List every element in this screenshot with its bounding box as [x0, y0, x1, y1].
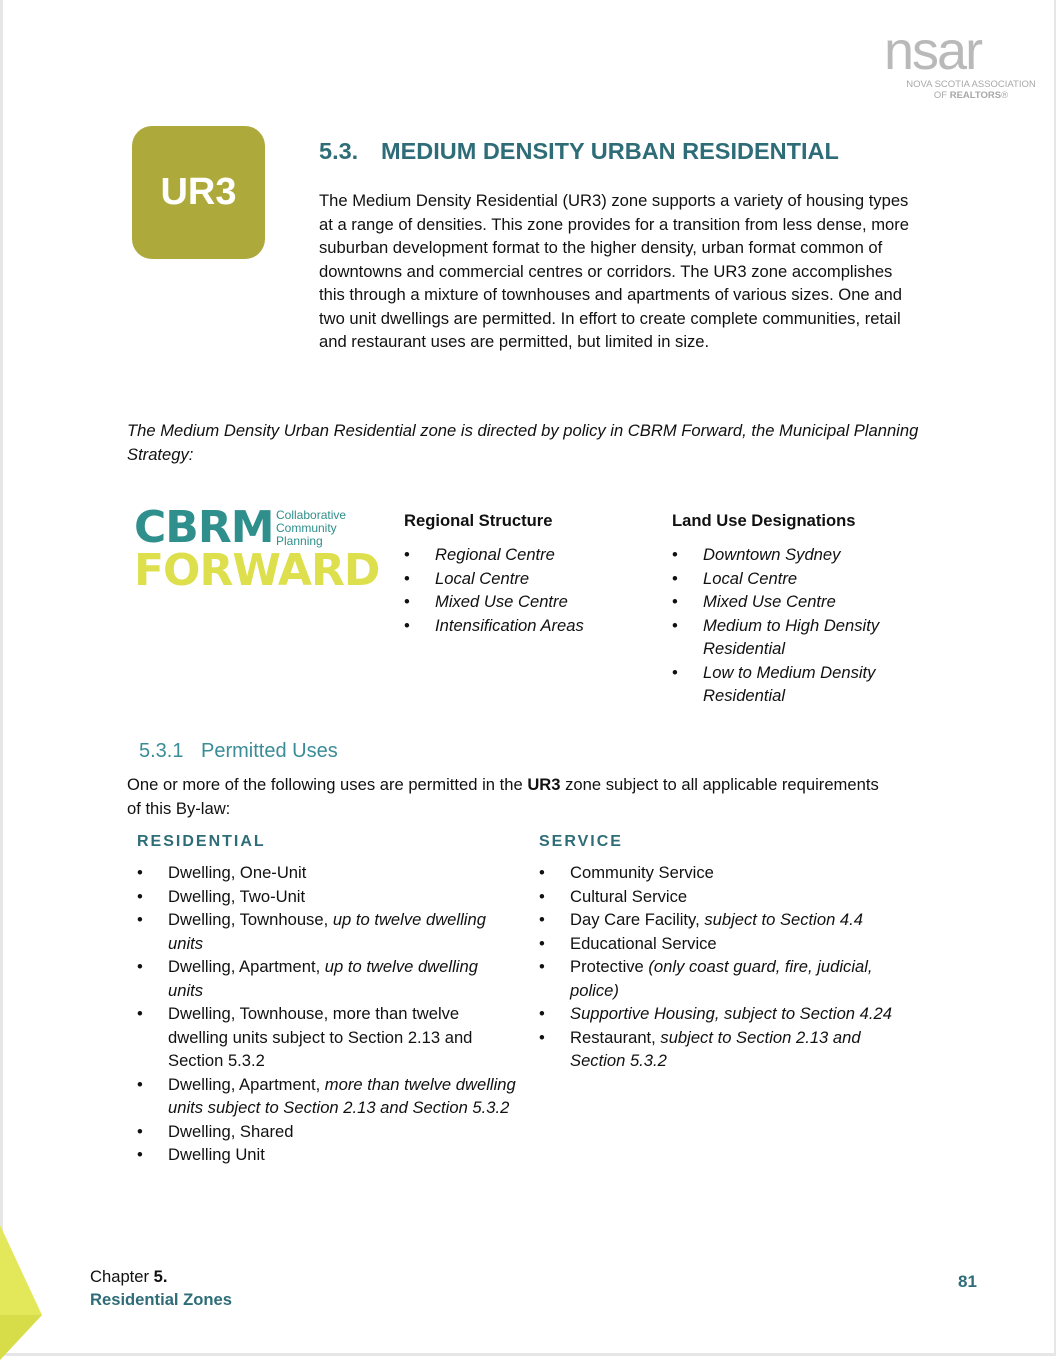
nsar-logo-line2-prefix: OF: [933, 90, 950, 101]
list-item: • Protective (only coast guard, fire, judicial, police): [539, 955, 909, 1002]
section-number: 5.3.: [319, 138, 359, 164]
permitted-uses-intro: [127, 773, 887, 820]
list-item: • Mixed Use Centre: [672, 590, 922, 614]
residential-list: [137, 861, 517, 1167]
list-item: • Day Care Facility, subject to Section 4.4: [539, 908, 909, 932]
zone-badge: [132, 126, 265, 259]
zone-badge-label: UR3: [160, 171, 237, 213]
land-use-list: [672, 543, 922, 708]
chevron-decoration: [0, 1225, 46, 1360]
list-item: • Dwelling, Townhouse, up to twelve dwelling units: [137, 908, 517, 955]
land-use-heading: Land Use Designations: [672, 511, 856, 530]
cbrm-forward-logo: [134, 502, 380, 596]
list-item: • Low to Medium Density Residential: [672, 661, 922, 708]
cbrm-tag-1: Collaborative: [276, 508, 347, 522]
service-list: [539, 861, 909, 1073]
footer-chapter-title: Residential Zones: [90, 1290, 233, 1309]
list-item: • Community Service: [539, 861, 909, 885]
nsar-logo-line2-bold: REALTORS: [949, 90, 1002, 101]
nsar-logo-mark: nsar: [884, 21, 982, 81]
list-item: • Local Centre: [672, 567, 922, 591]
service-heading: SERVICE: [539, 833, 623, 850]
list-item: • Local Centre: [404, 567, 654, 591]
permitted-uses-title: [139, 740, 338, 763]
section-title-text: MEDIUM DENSITY URBAN RESIDENTIAL: [381, 138, 839, 164]
nsar-logo-reg: ®: [1001, 90, 1009, 101]
list-item: • Dwelling, Townhouse, more than twelve dwelling units subject to Section 2.13 and Section 5.3.2: [137, 1002, 517, 1073]
footer-chapter-number: 5.: [153, 1267, 168, 1286]
cbrm-logo-top: CBRM: [134, 502, 274, 553]
list-item: • Cultural Service: [539, 885, 909, 909]
permitted-intro-after: zone subject to all applicable requirements of this By-law:: [127, 775, 879, 818]
page-number: 81: [958, 1272, 977, 1291]
permitted-intro-zone: UR3: [527, 775, 561, 794]
list-item: • Restaurant, subject to Section 2.13 and Section 5.3.2: [539, 1026, 909, 1073]
nsar-logo: [884, 21, 1044, 101]
section-title: [319, 138, 839, 165]
list-item: • Dwelling, Two-Unit: [137, 885, 517, 909]
footer-chapter: [90, 1267, 168, 1287]
list-item: • Regional Centre: [404, 543, 654, 567]
permitted-uses-number: 5.3.1: [139, 740, 184, 762]
cbrm-logo-tagline: [276, 509, 346, 548]
list-item: • Dwelling, Shared: [137, 1120, 517, 1144]
list-item: • Dwelling, Apartment, up to twelve dwelling units: [137, 955, 517, 1002]
cbrm-tag-3: Planning: [276, 534, 323, 548]
list-item: • Intensification Areas: [404, 614, 654, 638]
list-item: • Supportive Housing, subject to Section 4.24: [539, 1002, 909, 1026]
list-item: • Dwelling, One-Unit: [137, 861, 517, 885]
list-item: • Educational Service: [539, 932, 909, 956]
footer-chapter-label: Chapter: [90, 1267, 154, 1286]
nsar-logo-line1: NOVA SCOTIA ASSOCIATION: [906, 79, 1036, 90]
cbrm-logo-bottom: FORWARD: [134, 545, 380, 596]
cbrm-tag-2: Community: [276, 521, 337, 535]
regional-structure-list: [404, 543, 654, 637]
policy-note: The Medium Density Urban Residential zone is directed by policy in CBRM Forward, the Municipal Planning Strategy:: [127, 421, 919, 464]
regional-structure-heading: Regional Structure: [404, 511, 553, 530]
list-item: • Dwelling, Apartment, more than twelve dwelling units subject to Section 2.13 and Section 5.3.2: [137, 1073, 517, 1120]
list-item: • Medium to High Density Residential: [672, 614, 922, 661]
permitted-intro-before: One or more of the following uses are permitted in the: [127, 775, 528, 794]
list-item: • Mixed Use Centre: [404, 590, 654, 614]
residential-heading: RESIDENTIAL: [137, 833, 266, 850]
permitted-uses-title-text: Permitted Uses: [201, 740, 338, 762]
list-item: • Dwelling Unit: [137, 1143, 517, 1167]
list-item: • Downtown Sydney: [672, 543, 922, 567]
section-intro: The Medium Density Residential (UR3) zone supports a variety of housing types at a range of densities. This zone provides for a transition from less dense, more suburban development format to the higher density, urban format common of downtowns and commercial centres or corridors. The UR3 zone accomplishes this through a mixture of townhouses and apartments of various sizes. One and two unit dwellings are permitted. In effort to create complete communities, retail and restaurant uses are permitted, but limited in size.: [319, 191, 909, 351]
nsar-logo-subtitle: [898, 79, 1044, 101]
